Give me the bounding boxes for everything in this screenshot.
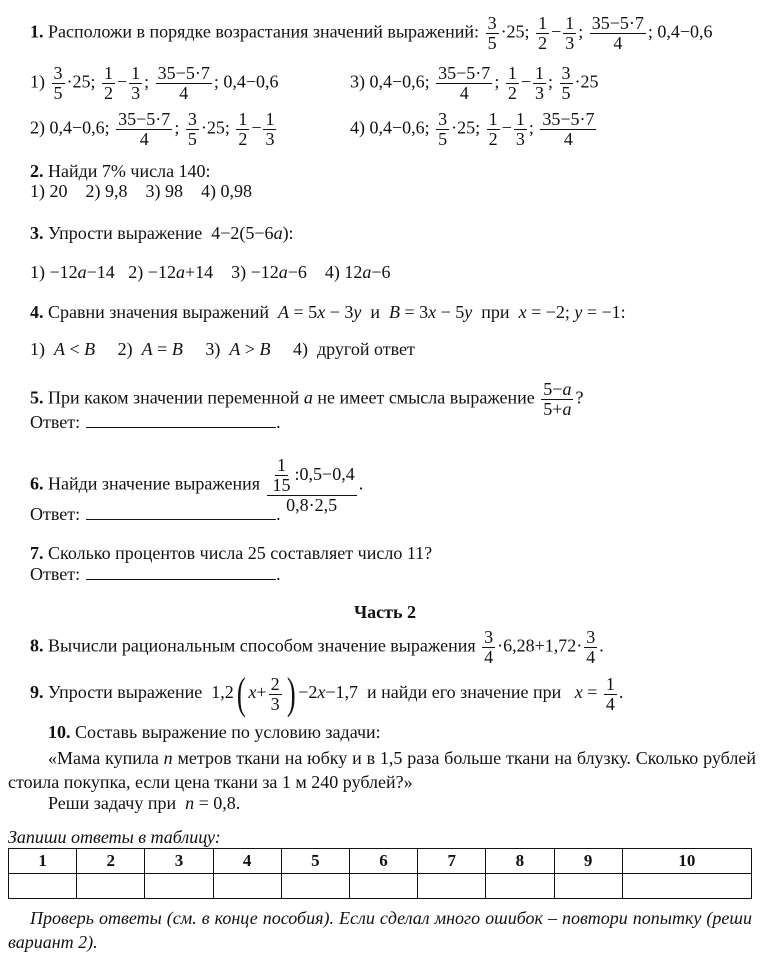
variable: x xyxy=(428,302,437,322)
denominator xyxy=(102,84,115,103)
variable: A xyxy=(278,302,290,322)
question-10-text xyxy=(8,746,756,794)
numerator xyxy=(129,64,142,84)
text-run: . xyxy=(618,682,624,703)
denominator xyxy=(138,130,151,149)
question-3-options xyxy=(30,261,391,283)
question-number: 8. xyxy=(30,635,44,656)
text-run: При каком значении переменной xyxy=(43,387,304,408)
variable: y xyxy=(353,302,362,322)
variable: a xyxy=(303,387,313,408)
text-run: = −1: xyxy=(582,302,626,322)
numerator xyxy=(263,110,276,130)
denominator xyxy=(506,84,519,103)
text-run: 1 xyxy=(534,63,544,83)
text-run: 5 xyxy=(187,129,197,149)
text-run: ; 0,4−0,6 xyxy=(647,21,713,42)
text-run: = xyxy=(152,339,172,359)
text-run: +14 3) −12 xyxy=(184,262,279,282)
fraction xyxy=(604,675,617,714)
text-run: 3) 0,4−0,6; xyxy=(350,71,435,92)
text-run: и xyxy=(361,302,389,322)
question-7 xyxy=(30,542,432,564)
answers-table xyxy=(8,848,752,899)
text-run: ; xyxy=(144,71,154,92)
denominator xyxy=(533,84,546,103)
variable: B xyxy=(388,302,400,322)
text-run: 1) −12 xyxy=(30,262,78,282)
text-run: 3 xyxy=(586,627,596,647)
text-run: 2 xyxy=(104,83,113,103)
text-run: Ответ: xyxy=(30,504,81,524)
numerator xyxy=(482,628,495,648)
variable: A xyxy=(141,339,153,359)
text-run: Сравни значения выражений xyxy=(43,302,279,322)
answer-cell[interactable] xyxy=(145,874,213,899)
question-4-options xyxy=(30,338,415,360)
table-header-cell: 6 xyxy=(349,849,417,874)
numerator xyxy=(52,64,65,84)
fraction xyxy=(563,14,576,53)
question-8 xyxy=(30,628,604,667)
text-run: ·6,28+1,72· xyxy=(497,635,583,656)
text-run: «Мама купила xyxy=(48,748,164,768)
text-run: 1) 20 2) 9,8 3) 98 4) 0,98 xyxy=(30,181,252,201)
denominator xyxy=(284,496,339,515)
text-run: 3 xyxy=(438,109,448,129)
text-run: = 3 xyxy=(399,302,429,322)
variable: a xyxy=(562,399,572,419)
text-run: 15 xyxy=(272,475,291,495)
denominator xyxy=(263,130,276,149)
text-run: − xyxy=(501,117,512,138)
text-run: ? xyxy=(575,387,584,408)
part-2-heading: Часть 2 xyxy=(353,602,417,622)
text-run: Вычисли рациональным способом значение выражения xyxy=(43,635,481,656)
variable: B xyxy=(171,339,183,359)
table-header-cell: 5 xyxy=(281,849,349,874)
question-number: 1. xyxy=(30,21,44,42)
denominator xyxy=(269,695,282,714)
fraction xyxy=(116,110,172,149)
text-run: + xyxy=(256,682,267,703)
table-header-cell: 3 xyxy=(145,849,213,874)
text-run: 35−5·7 xyxy=(542,109,595,129)
fraction xyxy=(487,110,500,149)
table-header-cell: 1 xyxy=(9,849,77,874)
text-run: Сколько процентов числа 25 составляет число 11? xyxy=(43,543,433,563)
numerator xyxy=(604,675,617,695)
text-run: −1,7 и найди его значение при xyxy=(325,682,575,703)
text-run: 3) xyxy=(182,339,230,359)
variable: x xyxy=(248,682,257,703)
variable: x xyxy=(317,302,326,322)
text-run: 3 xyxy=(265,129,275,149)
fraction xyxy=(486,14,499,53)
text-run: . xyxy=(276,504,281,524)
variable: a xyxy=(562,379,572,399)
answer-cell[interactable] xyxy=(622,874,751,899)
answers-table-answer-row xyxy=(9,874,752,899)
fraction xyxy=(186,110,199,149)
text-run: 1) xyxy=(30,71,50,92)
text-run: 2 xyxy=(488,129,498,149)
answer-cell[interactable] xyxy=(213,874,281,899)
question-number: 7. xyxy=(30,543,44,563)
variable: n xyxy=(185,793,195,813)
text-run: 1 xyxy=(565,13,575,33)
denominator xyxy=(129,84,142,103)
math-group xyxy=(269,455,355,495)
denominator xyxy=(177,84,190,103)
fraction xyxy=(269,675,282,714)
text-run: 3 xyxy=(270,693,280,714)
variable: a xyxy=(362,262,372,282)
question-1 xyxy=(30,14,713,53)
text-run: −6 4) 12 xyxy=(287,262,363,282)
fraction xyxy=(436,110,449,149)
denominator xyxy=(186,130,199,149)
denominator xyxy=(271,476,293,495)
question-4 xyxy=(30,301,626,323)
variable: A xyxy=(229,339,241,359)
numerator xyxy=(560,64,573,84)
numerator xyxy=(487,110,500,130)
denominator xyxy=(52,84,65,103)
question-number: 5. xyxy=(30,387,44,408)
text-run: 3 xyxy=(131,83,141,103)
text-run: −14 2) −12 xyxy=(86,262,176,282)
text-run: 1 xyxy=(104,63,113,83)
text-run: 3 xyxy=(487,13,497,33)
fraction xyxy=(533,64,546,103)
text-run: . xyxy=(276,564,281,584)
numerator xyxy=(506,64,519,84)
question-number: 4. xyxy=(30,302,44,322)
text-run: 0,8·2,5 xyxy=(286,495,338,515)
numerator xyxy=(584,628,597,648)
text-run: . xyxy=(358,473,364,494)
text-run: 5 xyxy=(561,83,571,103)
table-header-cell: 7 xyxy=(418,849,486,874)
fraction xyxy=(129,64,142,103)
fraction xyxy=(156,64,212,103)
text-run: ; xyxy=(547,71,558,92)
fraction xyxy=(52,64,65,103)
fraction xyxy=(590,14,646,53)
text-run: Составь выражение по условию задачи: xyxy=(70,722,381,742)
variable: A xyxy=(54,339,65,359)
answer-blank[interactable] xyxy=(86,413,276,428)
table-header-cell: 10 xyxy=(622,849,751,874)
text-run: 35−5·7 xyxy=(438,63,491,83)
text-run: Упрости выражение 4−2(5−6 xyxy=(43,223,274,243)
question-2-options xyxy=(30,180,252,202)
text-run: Ответ: xyxy=(30,412,81,432)
variable: a xyxy=(77,262,87,282)
numerator xyxy=(590,14,646,34)
footer-note: Проверь ответы (см. в конце пособия). Если сделал много ошибок – повтори попытку (реши вариант 2). xyxy=(8,908,752,952)
text-run: 1 xyxy=(277,455,287,475)
text-run: 2) xyxy=(95,339,142,359)
question-1-option-4 xyxy=(350,110,598,149)
text-run: ·25; xyxy=(66,71,100,92)
variable: B xyxy=(259,339,271,359)
text-run: − xyxy=(551,21,562,42)
text-run: ; 0,4−0,6 xyxy=(213,71,279,92)
text-run: ): xyxy=(282,223,294,243)
question-1-option-2 xyxy=(30,110,278,149)
answer-cell[interactable] xyxy=(349,874,417,899)
text-run: 3 xyxy=(515,129,525,149)
text-run: 4) 0,4−0,6; xyxy=(350,117,435,138)
fraction xyxy=(536,14,549,53)
denominator xyxy=(236,130,249,149)
denominator xyxy=(436,130,449,149)
text-run: 1) xyxy=(30,339,54,359)
answer-cell[interactable] xyxy=(77,874,145,899)
text-run: > xyxy=(240,339,260,359)
text-run: 5 xyxy=(487,33,497,53)
denominator xyxy=(563,34,576,53)
question-number: 10. xyxy=(48,722,71,742)
text-run: при xyxy=(472,302,519,322)
math-group xyxy=(543,399,571,419)
text-run: = 0,8. xyxy=(194,793,241,813)
question-7-answer[interactable] xyxy=(30,563,281,585)
numerator xyxy=(536,14,549,34)
text-run: 35−5·7 xyxy=(157,63,210,83)
text-run: 3 xyxy=(561,63,571,83)
answer-cell[interactable] xyxy=(281,874,349,899)
text-run: 1 xyxy=(265,109,275,129)
answer-blank[interactable] xyxy=(86,565,276,580)
question-2 xyxy=(30,160,211,182)
answer-cell[interactable] xyxy=(9,874,77,899)
variable: n xyxy=(163,748,173,768)
question-number: 6. xyxy=(30,473,44,494)
text-run: ; xyxy=(528,117,539,138)
answer-cell[interactable] xyxy=(554,874,622,899)
denominator xyxy=(458,84,471,103)
text-run: −6 xyxy=(371,262,391,282)
denominator xyxy=(584,648,597,667)
numerator xyxy=(269,675,282,695)
text-run: 4 xyxy=(139,129,149,149)
text-run: 35−5·7 xyxy=(591,13,644,33)
answers-table-header-row xyxy=(9,849,752,874)
table-header-cell: 2 xyxy=(77,849,145,874)
fraction xyxy=(541,380,573,419)
answer-blank[interactable] xyxy=(86,505,276,520)
fraction xyxy=(482,628,495,667)
denominator xyxy=(611,34,624,53)
question-number: 9. xyxy=(30,682,44,703)
text-run: ·25 xyxy=(574,71,599,92)
text-run: не имеет смысла выражение xyxy=(312,387,540,408)
numerator xyxy=(116,110,172,130)
denominator xyxy=(482,648,495,667)
text-run: − xyxy=(520,71,531,92)
text-run: 5− xyxy=(543,379,563,399)
text-run: 4 xyxy=(605,693,615,714)
text-run: 2 xyxy=(538,33,548,53)
question-10-solve xyxy=(48,792,240,814)
text-run: 4 xyxy=(563,129,573,149)
text-run: 4) другой ответ xyxy=(270,339,415,359)
variable: x xyxy=(574,682,583,703)
variable: a xyxy=(175,262,185,282)
denominator xyxy=(536,34,549,53)
text-run: 1 xyxy=(507,63,517,83)
numerator xyxy=(436,64,492,84)
parenthesis: ) xyxy=(286,669,296,718)
question-6-answer[interactable] xyxy=(30,503,281,525)
table-header-cell: 8 xyxy=(486,849,554,874)
denominator xyxy=(560,84,573,103)
text-run: . xyxy=(276,412,281,432)
numerator xyxy=(540,110,596,130)
variable: a xyxy=(278,262,288,282)
text-run: Реши задачу при xyxy=(48,793,186,813)
text-run: 5+ xyxy=(543,399,563,419)
table-caption: Запиши ответы в таблицу: xyxy=(8,827,221,847)
answer-cell[interactable] xyxy=(486,874,554,899)
text-run: 5 xyxy=(438,129,448,149)
table-header-cell: 9 xyxy=(554,849,622,874)
text-run: − xyxy=(251,117,262,138)
variable: a xyxy=(273,223,283,243)
numerator xyxy=(267,456,357,496)
text-run: 4 xyxy=(484,647,494,667)
parenthesis: ( xyxy=(236,669,246,718)
fraction xyxy=(271,456,293,495)
text-run: 35−5·7 xyxy=(118,109,171,129)
denominator xyxy=(604,695,617,714)
text-run: 1 xyxy=(538,13,548,33)
text-run: ; xyxy=(494,71,504,92)
text-run: −2 xyxy=(298,682,318,703)
text-run: Ответ: xyxy=(30,564,81,584)
text-run: 1 xyxy=(515,109,525,129)
text-run: метров ткани на юбку и в 1,5 раза больше ткани на блузку. Сколько рублей стоила покупка, если цена ткани за 1 м 240 рублей?» xyxy=(8,748,756,792)
table-header-cell: 4 xyxy=(213,849,281,874)
text-run: < xyxy=(65,339,85,359)
text-run: 3 xyxy=(565,33,575,53)
text-run: 3 xyxy=(53,63,63,83)
denominator xyxy=(514,130,527,149)
numerator xyxy=(436,110,449,130)
text-run: = −2; xyxy=(526,302,575,322)
fraction xyxy=(584,628,597,667)
text-run: 2) 0,4−0,6; xyxy=(30,117,115,138)
question-5-answer[interactable] xyxy=(30,411,281,433)
numerator xyxy=(236,110,249,130)
text-run: . xyxy=(599,635,604,656)
text-run: 4 xyxy=(586,647,596,667)
text-run: = 5 xyxy=(289,302,318,322)
text-run: ; xyxy=(174,117,184,138)
question-number: 2. xyxy=(30,161,44,181)
text-run: − 3 xyxy=(325,302,354,322)
question-3 xyxy=(30,222,294,244)
text-run: 5 xyxy=(53,83,63,103)
text-run: :0,5−0,4 xyxy=(294,463,355,484)
text-run: Упрости выражение 1,2 xyxy=(43,682,234,703)
text-run: 1 xyxy=(238,109,248,129)
numerator xyxy=(486,14,499,34)
answer-cell[interactable] xyxy=(418,874,486,899)
denominator xyxy=(486,34,499,53)
question-10 xyxy=(48,721,381,743)
text-run: − xyxy=(117,71,128,92)
fraction xyxy=(540,110,596,149)
text-run: ·25; xyxy=(200,117,235,138)
denominator xyxy=(487,130,500,149)
text-run: 2 xyxy=(270,673,280,694)
text-run: = xyxy=(582,682,602,703)
denominator xyxy=(562,130,575,149)
text-run: ·25; xyxy=(500,21,535,42)
text-run: 1 xyxy=(488,109,498,129)
fraction xyxy=(102,64,115,103)
question-1-option-3 xyxy=(350,64,599,103)
variable: y xyxy=(574,302,583,322)
text-run: Найди 7% числа 140: xyxy=(43,161,211,181)
numerator xyxy=(102,64,115,84)
variable: B xyxy=(84,339,96,359)
numerator xyxy=(156,64,212,84)
text-run: Расположи в порядке возрастания значений выражений: xyxy=(43,21,484,42)
text-run: 1 xyxy=(605,673,615,694)
text-run: 3 xyxy=(484,627,494,647)
numerator xyxy=(186,110,199,130)
question-number: 3. xyxy=(30,223,44,243)
fraction xyxy=(514,110,527,149)
fraction xyxy=(560,64,573,103)
numerator xyxy=(514,110,527,130)
variable: x xyxy=(317,682,326,703)
numerator xyxy=(275,456,288,476)
question-1-option-1 xyxy=(30,64,278,103)
text-run: 2 xyxy=(507,83,517,103)
math-group xyxy=(543,379,571,399)
question-9 xyxy=(30,669,624,718)
text-run: ; xyxy=(578,21,588,42)
numerator xyxy=(533,64,546,84)
text-run: 4 xyxy=(179,83,189,103)
text-run: 3 xyxy=(187,109,197,129)
text-run: 3 xyxy=(534,83,544,103)
fraction xyxy=(506,64,519,103)
fraction xyxy=(263,110,276,149)
fraction xyxy=(436,64,492,103)
variable: x xyxy=(518,302,527,322)
denominator xyxy=(541,400,573,419)
text-run: 4 xyxy=(613,33,623,53)
fraction xyxy=(236,110,249,149)
numerator xyxy=(563,14,576,34)
numerator xyxy=(541,380,573,400)
text-run: 1 xyxy=(131,63,141,83)
variable: y xyxy=(464,302,473,322)
text-run: ·25; xyxy=(451,117,485,138)
text-run: Найди значение выражения xyxy=(43,473,265,494)
text-run: 4 xyxy=(459,83,469,103)
text-run: − 5 xyxy=(436,302,465,322)
text-run: 2 xyxy=(238,129,248,149)
